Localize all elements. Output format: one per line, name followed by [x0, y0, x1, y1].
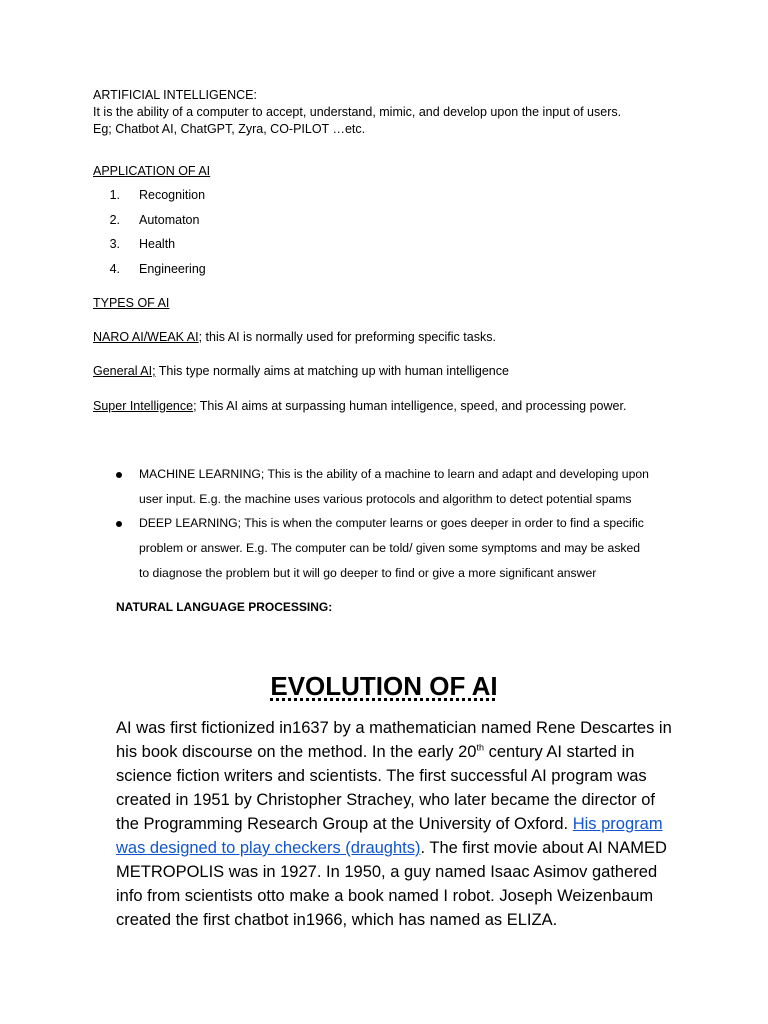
type-description: ; this AI is normally used for preforming specific tasks.	[198, 330, 496, 344]
list-number: 2.	[109, 213, 120, 227]
list-label: Health	[139, 237, 176, 251]
checkers-program-link[interactable]: His program was designed to play checkers (draughts)	[116, 815, 663, 857]
bullet-dot	[116, 521, 122, 527]
evolution-paragraph	[116, 716, 676, 932]
type-term: General AI;	[93, 364, 156, 378]
evolution-title	[0, 670, 768, 702]
type-description: This type normally aims at matching up with human intelligence	[155, 364, 509, 378]
intro-heading: ARTIFICIAL INTELLIGENCE:	[93, 88, 257, 102]
evolution-text-part3: . The first movie about AI NAMED METROPOLIS was in 1927. In 1950, a guy named Isaac Asimov gathered info from scientists otto make a book named I robot. Joseph Weizenbaum created the first chatbot in1966, which has named as ELIZA.	[116, 839, 667, 929]
list-label: Automaton	[139, 213, 200, 227]
bullet-line: DEEP LEARNING; This is when the computer learns or goes deeper in order to find a specific	[139, 516, 644, 530]
applications-list	[93, 187, 393, 287]
intro-examples: Eg; Chatbot AI, ChatGPT, Zyra, CO-PILOT …etc.	[93, 122, 366, 136]
bullet-line: user input. E.g. the machine uses various protocols and algorithm to detect potential spams	[139, 492, 632, 506]
type-term: Super Intelligence	[93, 399, 194, 413]
list-number: 4.	[109, 262, 120, 276]
type-description: ; This AI aims at surpassing human intelligence, speed, and processing power.	[193, 399, 627, 413]
bullet-list	[116, 466, 716, 586]
list-number: 1.	[109, 188, 120, 202]
superscript: th	[476, 742, 484, 753]
type-term: NARO AI/WEAK AI	[93, 330, 199, 344]
evolution-text-part2: century AI started in science fiction writers and scientists. The first successful AI program was created in 1951 by Christopher Strachey, who later became the director of the Programming Research Group at the University of Oxford.	[116, 743, 655, 833]
applications-heading: APPLICATION OF AI	[93, 164, 211, 178]
type-narrow	[93, 329, 713, 346]
bullet-deep-learning	[139, 515, 716, 589]
list-label: Engineering	[139, 262, 206, 276]
type-super	[93, 398, 713, 415]
intro-definition: It is the ability of a computer to accept, understand, mimic, and develop upon the input of users.	[93, 105, 622, 119]
types-heading: TYPES OF AI	[93, 296, 170, 310]
bullet-line: MACHINE LEARNING; This is the ability of a machine to learn and adapt and developing upon	[139, 467, 649, 481]
evolution-title-text: EVOLUTION OF AI	[270, 671, 498, 701]
bullet-line: to diagnose the problem but it will go deeper to find or give a more significant answer	[139, 566, 597, 580]
bullet-machine-learning	[139, 466, 716, 515]
list-label: Recognition	[139, 188, 206, 202]
list-number: 3.	[109, 237, 120, 251]
type-general	[93, 363, 713, 380]
bullet-line: problem or answer. E.g. The computer can be told/ given some symptoms and may be asked	[139, 541, 641, 555]
evolution-text-part1: AI was first fictionized in1637 by a mathematician named Rene Descartes in his book discourse on the method. In the early 20	[116, 719, 672, 761]
bullet-dot	[116, 472, 122, 478]
nlp-heading: NATURAL LANGUAGE PROCESSING:	[116, 600, 333, 614]
intro-section	[93, 87, 693, 138]
